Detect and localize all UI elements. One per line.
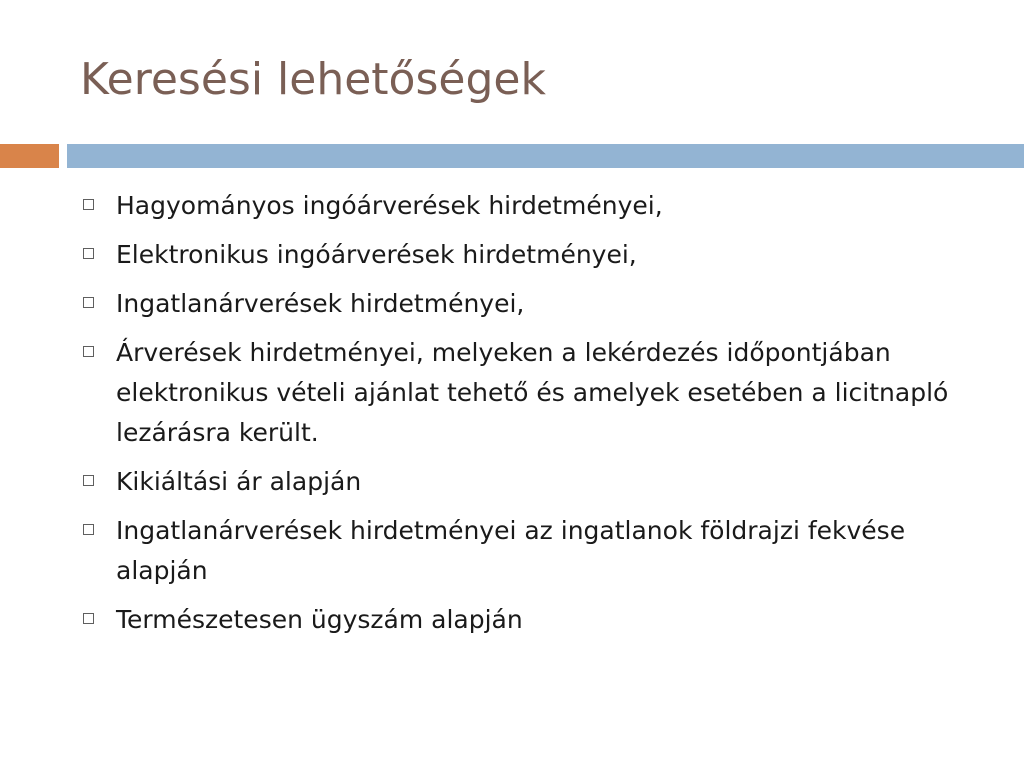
square-bullet-icon	[83, 248, 94, 259]
divider-accent-blue	[67, 144, 1024, 168]
square-bullet-icon	[83, 613, 94, 624]
list-item	[80, 600, 980, 640]
list-item	[80, 186, 980, 226]
list-item	[80, 284, 980, 324]
bullet-text: Ingatlanárverések hirdetményei,	[116, 289, 525, 318]
list-item	[80, 333, 980, 453]
square-bullet-icon	[83, 199, 94, 210]
bullet-text: Természetesen ügyszám alapján	[116, 605, 523, 634]
divider-accent-orange	[0, 144, 59, 168]
bullet-text: Ingatlanárverések hirdetményei az ingatlanok földrajzi fekvése alapján	[116, 516, 906, 585]
square-bullet-icon	[83, 346, 94, 357]
list-item	[80, 511, 980, 591]
bullet-text: Kikiáltási ár alapján	[116, 467, 362, 496]
slide-title: Keresési lehetőségek	[80, 54, 546, 105]
square-bullet-icon	[83, 524, 94, 535]
bullet-text: Elektronikus ingóárverések hirdetményei,	[116, 240, 637, 269]
square-bullet-icon	[83, 297, 94, 308]
bullet-text: Hagyományos ingóárverések hirdetményei,	[116, 191, 663, 220]
square-bullet-icon	[83, 475, 94, 486]
bullet-text: Árverések hirdetményei, melyeken a lekérdezés időpontjában elektronikus vételi ajánlat tehető és amelyek esetében a licitnapló lezárásra került.	[116, 338, 949, 447]
bullet-list	[80, 186, 980, 649]
list-item	[80, 235, 980, 275]
list-item	[80, 462, 980, 502]
